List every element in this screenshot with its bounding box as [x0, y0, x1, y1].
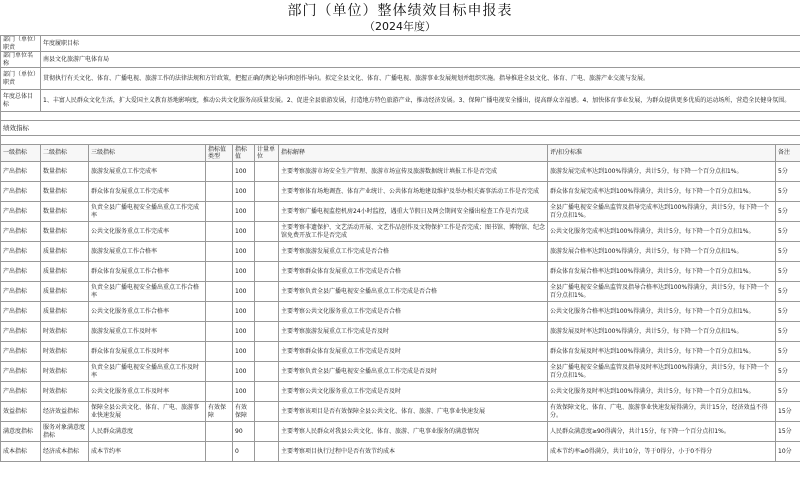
page-title: 部门（单位）整体绩效目标申报表 — [0, 2, 800, 20]
cell-level1: 产出指标 — [1, 342, 41, 362]
table-row — [1, 282, 800, 302]
cell-score: 成本节约率≥0得满分，共计10分，等于0得分，小于0不得分 — [548, 442, 776, 462]
cell-weight: 5分 — [776, 282, 800, 302]
cell-level3: 负责全县广播电视安全播出重点工作完成率 — [89, 202, 206, 222]
cell-value: 90 — [233, 422, 255, 442]
cell-value: 100 — [233, 162, 255, 182]
cell-type — [206, 302, 233, 322]
cell-value: 100 — [233, 202, 255, 222]
header-score: 评/扣分标准 — [548, 145, 776, 162]
cell-weight: 5分 — [776, 302, 800, 322]
cell-type — [206, 262, 233, 282]
table-row — [1, 242, 800, 262]
cell-weight: 5分 — [776, 362, 800, 382]
cell-value: 100 — [233, 222, 255, 242]
header-unit: 计量单位 — [255, 145, 279, 162]
cell-level1: 效益指标 — [1, 402, 41, 422]
cell-explain: 主要考察旅游发展重点工作完成是否合格 — [279, 242, 548, 262]
table-row — [1, 222, 800, 242]
cell-level3: 旅游发展重点工作完成率 — [89, 162, 206, 182]
cell-type — [206, 182, 233, 202]
cell-level1: 产出指标 — [1, 262, 41, 282]
cell-value: 100 — [233, 302, 255, 322]
cell-explain: 主要考察负责全县广播电视安全播出重点工作完成是否合格 — [279, 282, 548, 302]
cell-level1: 成本指标 — [1, 442, 41, 462]
cell-level3: 保障全县公共文化、体育、广电、旅游事业快速发展 — [89, 402, 206, 422]
cell-unit — [255, 282, 279, 302]
cell-unit — [255, 322, 279, 342]
annual-goal-label: 年度总体目标 — [1, 90, 41, 112]
cell-value: 有效保障 — [233, 402, 255, 422]
dept-duty-value: 年度履职目标 — [41, 36, 800, 52]
cell-level1: 产出指标 — [1, 302, 41, 322]
cell-weight: 15分 — [776, 402, 800, 422]
cell-type — [206, 202, 233, 222]
cell-score: 旅游发展完成率达到100%得满分，共计5分，每下降一个百分点扣1%。 — [548, 162, 776, 182]
cell-weight: 5分 — [776, 342, 800, 362]
table-row — [1, 362, 800, 382]
cell-type: 有效保障 — [206, 402, 233, 422]
header-level1: 一级指标 — [1, 145, 41, 162]
cell-level2: 服务对象满意度指标 — [41, 422, 89, 442]
performance-table — [0, 112, 800, 462]
cell-unit — [255, 422, 279, 442]
spacer — [1, 136, 800, 145]
cell-score: 全县广播电视安全播出监管及指导完成率达到100%得满分，共计5分，每下降一个百分点扣1%。 — [548, 202, 776, 222]
cell-explain: 主要考察群众体育发展重点工作完成是否及时 — [279, 342, 548, 362]
cell-type — [206, 342, 233, 362]
dept-name-value: 南县文化旅游广电体育局 — [41, 52, 800, 68]
cell-score: 群众体育发展完成率达到100%得满分，共计5分，每下降一个百分点扣1%。 — [548, 182, 776, 202]
cell-unit — [255, 402, 279, 422]
cell-score: 人民群众满意度≥90得满分，共计15分，每下降一个百分点扣1%。 — [548, 422, 776, 442]
cell-level2: 经济效益指标 — [41, 402, 89, 422]
header-type: 指标值类型 — [206, 145, 233, 162]
cell-weight: 5分 — [776, 162, 800, 182]
table-row — [1, 382, 800, 402]
cell-score: 全县广播电视安全播出监管及指导合格率达到100%得满分，共计5分，每下降一个百分点扣1%。 — [548, 282, 776, 302]
cell-value: 100 — [233, 322, 255, 342]
cell-unit — [255, 302, 279, 322]
cell-weight: 5分 — [776, 182, 800, 202]
header-level2: 二级指标 — [41, 145, 89, 162]
cell-level3: 公共文化服务重点工作合格率 — [89, 302, 206, 322]
info-table — [0, 35, 800, 112]
cell-level2: 时效指标 — [41, 342, 89, 362]
cell-value: 100 — [233, 362, 255, 382]
cell-level2: 经济成本指标 — [41, 442, 89, 462]
cell-value: 100 — [233, 182, 255, 202]
cell-explain: 主要考察公共文化服务重点工作完成是否合格 — [279, 302, 548, 322]
cell-unit — [255, 202, 279, 222]
cell-value: 100 — [233, 382, 255, 402]
cell-level2: 数量指标 — [41, 182, 89, 202]
cell-weight: 5分 — [776, 262, 800, 282]
annual-goal-value: 1、丰富人民群众文化生活，扩大爱国主义教育基地影响度，推动公共文化服务高质量发展。2、促进全县旅游发展，打造地方特色旅游产业，推动经济发展。3、保障广播电视安全播出，提高群众幸福感。4、加快体育事业发展，为群众提供更多优质的运动场所，营造全民健身氛围。 — [41, 90, 800, 112]
cell-level3: 旅游发展重点工作及时率 — [89, 322, 206, 342]
table-row — [1, 322, 800, 342]
cell-weight: 5分 — [776, 242, 800, 262]
cell-level3: 公共文化服务重点工作及时率 — [89, 382, 206, 402]
table-row — [1, 402, 800, 422]
cell-level3: 群众体育发展重点工作及时率 — [89, 342, 206, 362]
cell-unit — [255, 182, 279, 202]
table-row — [1, 302, 800, 322]
dept-name-label: 部门单位名称 — [1, 52, 41, 68]
table-row — [1, 182, 800, 202]
cell-level3: 群众体育发展重点工作合格率 — [89, 262, 206, 282]
cell-level2: 质量指标 — [41, 262, 89, 282]
cell-level3: 人民群众满意度 — [89, 422, 206, 442]
header-level3: 三级指标 — [89, 145, 206, 162]
cell-level1: 产出指标 — [1, 382, 41, 402]
cell-explain: 主要考察负责全县广播电视安全播出重点工作完成是否及时 — [279, 362, 548, 382]
cell-weight: 5分 — [776, 202, 800, 222]
cell-explain: 主要考察群众体育发展重点工作完成是否合格 — [279, 262, 548, 282]
cell-explain: 主要考察人民群众对我县公共文化、体育、旅游、广电事业服务的满意情况 — [279, 422, 548, 442]
cell-unit — [255, 222, 279, 242]
cell-score: 有效保障文化、体育、广电、旅游事业快速发展得满分，共计15分，经济效益不得分。 — [548, 402, 776, 422]
cell-type — [206, 322, 233, 342]
cell-score: 全县广播电视安全播出监管及指导及时率达到100%得满分，共计5分，每下降一个百分点扣1%。 — [548, 362, 776, 382]
cell-explain: 主要考察非遗保护、文艺活动开展、文艺作品创作及文物保护工作是否完成；图书馆、博物馆、纪念馆免费开放工作是否完成 — [279, 222, 548, 242]
cell-unit — [255, 362, 279, 382]
dept-duty-label: 部门（单位）职责 — [1, 36, 41, 52]
cell-unit — [255, 342, 279, 362]
cell-level1: 产出指标 — [1, 282, 41, 302]
cell-level2: 数量指标 — [41, 162, 89, 182]
duty-label: 部门（单位）职责 — [1, 68, 41, 90]
cell-type — [206, 422, 233, 442]
cell-unit — [255, 242, 279, 262]
cell-type — [206, 382, 233, 402]
cell-score: 群众体育发展合格率达到100%得满分，共计5分，每下降一个百分点扣1%。 — [548, 262, 776, 282]
cell-score: 公共文化服务完成率达到100%得满分，共计5分，每下降一个百分点扣1%。 — [548, 222, 776, 242]
cell-score: 群众体育发展及时率达到100%得满分，共计5分，每下降一个百分点扣1%。 — [548, 342, 776, 362]
cell-level1: 产出指标 — [1, 222, 41, 242]
cell-level3: 群众体育发展重点工作完成率 — [89, 182, 206, 202]
spacer — [1, 112, 800, 121]
cell-level3: 旅游发展重点工作合格率 — [89, 242, 206, 262]
cell-score: 公共文化服务合格率达到100%得满分，共计5分，每下降一个百分点扣1%。 — [548, 302, 776, 322]
cell-level3: 负责全县广播电视安全播出重点工作合格率 — [89, 282, 206, 302]
cell-type — [206, 362, 233, 382]
cell-explain: 主要考察旅游发展重点工作完成是否及时 — [279, 322, 548, 342]
cell-unit — [255, 382, 279, 402]
cell-level1: 产出指标 — [1, 322, 41, 342]
cell-explain: 主要考察该项目是否有效保障全县公共文化、体育、旅游、广电事业快速发展 — [279, 402, 548, 422]
cell-level3: 成本节约率 — [89, 442, 206, 462]
cell-type — [206, 442, 233, 462]
header-explain: 指标解释 — [279, 145, 548, 162]
table-row — [1, 262, 800, 282]
cell-unit — [255, 162, 279, 182]
cell-level2: 时效指标 — [41, 322, 89, 342]
cell-level2: 质量指标 — [41, 302, 89, 322]
cell-explain: 主要考察体育场地调查、体育产业统计、公共体育场地建设维护及举办相关赛事活动工作是否完成 — [279, 182, 548, 202]
cell-level1: 产出指标 — [1, 162, 41, 182]
cell-level3: 公共文化服务重点工作完成率 — [89, 222, 206, 242]
cell-unit — [255, 442, 279, 462]
cell-level1: 满意度指标 — [1, 422, 41, 442]
cell-value: 100 — [233, 342, 255, 362]
cell-explain: 主要考察项目执行过程中是否有效节约成本 — [279, 442, 548, 462]
cell-value: 0 — [233, 442, 255, 462]
cell-value: 100 — [233, 262, 255, 282]
cell-value: 100 — [233, 282, 255, 302]
cell-type — [206, 242, 233, 262]
cell-level2: 时效指标 — [41, 382, 89, 402]
cell-type — [206, 162, 233, 182]
cell-level1: 产出指标 — [1, 242, 41, 262]
table-row — [1, 202, 800, 222]
cell-explain: 主要考察旅游市场安全生产管理、旅游市场宣传及旅游数据统计填报工作是否完成 — [279, 162, 548, 182]
table-row — [1, 442, 800, 462]
cell-weight: 5分 — [776, 322, 800, 342]
table-row — [1, 342, 800, 362]
cell-value: 100 — [233, 242, 255, 262]
table-row — [1, 162, 800, 182]
indicator-rows — [1, 162, 800, 462]
perf-section-label: 绩效指标 — [1, 121, 800, 136]
cell-explain: 主要考察广播电视监控机房24小时监控，遇重大节假日及两会期间安全播出检查工作是否完成 — [279, 202, 548, 222]
cell-score: 旅游发展及时率达到100%得满分，共计5分，每下降一个百分点扣1%。 — [548, 322, 776, 342]
cell-score: 旅游发展合格率达到100%得满分，共计5分，每下降一个百分点扣1%。 — [548, 242, 776, 262]
cell-weight: 15分 — [776, 422, 800, 442]
cell-weight: 10分 — [776, 442, 800, 462]
cell-explain: 主要考察公共文化服务重点工作完成是否及时 — [279, 382, 548, 402]
cell-level2: 时效指标 — [41, 362, 89, 382]
page-subtitle: （2024年度） — [0, 20, 800, 33]
cell-weight: 5分 — [776, 222, 800, 242]
cell-level1: 产出指标 — [1, 182, 41, 202]
duty-value: 贯彻执行有关文化、体育、广播电视、旅游工作的法律法规和方针政策，把握正确的舆论导向和创作导向。拟定全县文化、体育、广播电视、旅游事业发展规划并组织实施。指导推进全县文化、体育、广电、旅游产业交流与发展。 — [41, 68, 800, 90]
cell-weight: 5分 — [776, 382, 800, 402]
header-weight: 备注 — [776, 145, 800, 162]
cell-level2: 数量指标 — [41, 202, 89, 222]
cell-type — [206, 282, 233, 302]
cell-level3: 负责全县广播电视安全播出重点工作及时率 — [89, 362, 206, 382]
header-value: 指标值 — [233, 145, 255, 162]
cell-level2: 数量指标 — [41, 222, 89, 242]
cell-level1: 产出指标 — [1, 202, 41, 222]
cell-level2: 质量指标 — [41, 282, 89, 302]
cell-type — [206, 222, 233, 242]
cell-unit — [255, 262, 279, 282]
cell-score: 公共文化服务及时率达到100%得满分，共计5分，每下降一个百分点扣1%。 — [548, 382, 776, 402]
cell-level2: 质量指标 — [41, 242, 89, 262]
table-row — [1, 422, 800, 442]
cell-level1: 产出指标 — [1, 362, 41, 382]
